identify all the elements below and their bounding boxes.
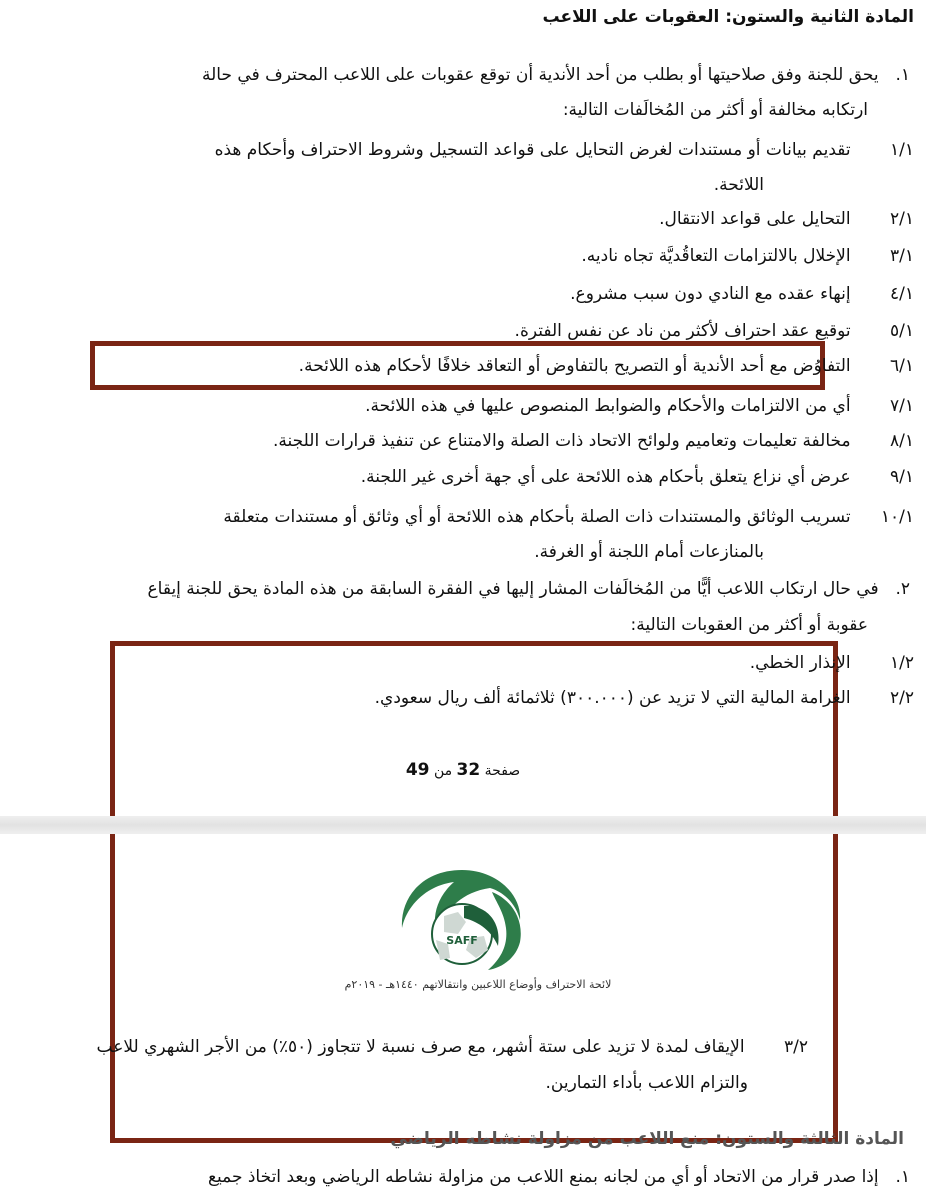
item-6-1	[299, 355, 914, 377]
item-number: ٢/١	[890, 209, 914, 229]
item-4-1	[570, 283, 914, 305]
item-2-1	[659, 208, 914, 230]
item-text: تقديم بيانات أو مستندات لغرض التحايل على قواعد التسجيل وشروط الاحتراف وأحكام هذه	[214, 140, 851, 160]
item-10-1	[223, 506, 914, 528]
article-63-clause-1: ١. إذا صدر قرار من الاتحاد أو أي من لجانه بمنع اللاعب من مزاولة نشاطه الرياضي وبعد اتخاذ جميع	[207, 1167, 910, 1187]
clause-number: ١.	[895, 65, 910, 85]
clause-number: ١.	[895, 1167, 910, 1187]
article-heading: المادة الثانية والستون: العقوبات على اللاعب	[542, 7, 914, 27]
item-number: ١٠/١	[880, 507, 914, 527]
item-1-1-cont: اللائحة.	[713, 175, 764, 195]
item-5-1	[515, 320, 914, 342]
item-number: ٨/١	[890, 431, 914, 451]
penalty-1-2	[750, 652, 914, 674]
item-9-1	[361, 466, 914, 488]
item-number: ٢/٢	[890, 688, 914, 708]
penalty-3-2	[97, 1036, 808, 1058]
item-number: ١/١	[890, 140, 914, 160]
item-text: إنهاء عقده مع النادي دون سبب مشروع.	[570, 284, 851, 304]
penalty-3-2-cont: والتزام اللاعب بأداء التمارين.	[545, 1073, 748, 1093]
item-text: مخالفة تعليمات وتعاميم ولوائح الاتحاد ذات الصلة والامتناع عن تنفيذ قرارات اللجنة.	[273, 431, 851, 451]
item-text: أي من الالتزامات والأحكام والضوابط المنصوص عليها في هذه اللائحة.	[365, 396, 851, 416]
item-text: التحايل على قواعد الانتقال.	[659, 209, 851, 229]
saff-logo	[392, 862, 532, 974]
page-break	[0, 816, 926, 834]
clause-1-line-1: ١. يحق للجنة وفق صلاحيتها أو بطلب من أحد الأندية أن توقع عقوبات على اللاعب المحترف في حالة	[202, 65, 910, 85]
item-3-1	[581, 245, 914, 267]
item-text: الغرامة المالية التي لا تزيد عن (٣٠٠.٠٠٠) ثلاثمائة ألف ريال سعودي.	[374, 688, 851, 708]
clause-2-line-2: عقوبة أو أكثر من العقوبات التالية:	[630, 615, 868, 635]
item-text: توقيع عقد احتراف لأكثر من ناد عن نفس الفترة.	[514, 321, 851, 341]
item-text: الإنذار الخطي.	[749, 653, 851, 673]
article-63-heading: المادة الثالثة والستون: منع اللاعب من مزاولة نشاطه الرياضي	[390, 1129, 904, 1149]
clause-1-line-2: ارتكابه مخالفة أو أكثر من المُخالَفات التالية:	[562, 100, 868, 120]
item-number: ٤/١	[890, 284, 914, 304]
item-number: ٥/١	[890, 321, 914, 341]
item-text: الإخلال بالالتزامات التعاقُديَّة تجاه ناديه.	[581, 246, 851, 266]
item-number: ٣/٢	[784, 1037, 808, 1057]
saff-logo-text: SAFF	[446, 934, 478, 947]
item-number: ٩/١	[890, 467, 914, 487]
item-text: التفاوُض مع أحد الأندية أو التصريح بالتفاوض أو التعاقد خلافًا لأحكام هذه اللائحة.	[298, 356, 851, 376]
item-number: ٧/١	[890, 396, 914, 416]
item-number: ٣/١	[890, 246, 914, 266]
item-1-1	[215, 139, 914, 161]
item-text: عرض أي نزاع يتعلق بأحكام هذه اللائحة على أي جهة أخرى غير اللجنة.	[360, 467, 851, 487]
item-number: ٦/١	[890, 356, 914, 376]
clause-2-line-1: ٢. في حال ارتكاب اللاعب أيًّا من المُخالَفات المشار إليها في الفقرة السابقة من هذه المادة يحق للجنة إيقاع	[147, 579, 910, 599]
item-number: ١/٢	[890, 653, 914, 673]
item-text: تسريب الوثائق والمستندات ذات الصلة بأحكام هذه اللائحة أو أي وثائق أو مستندات متعلقة	[223, 507, 851, 527]
penalty-2-2	[375, 687, 914, 709]
page-number: صفحة 32 من 49	[405, 760, 521, 780]
clause-number: ٢.	[895, 579, 910, 599]
item-7-1	[365, 395, 914, 417]
item-10-1-cont: بالمنازعات أمام اللجنة أو الغرفة.	[534, 542, 764, 562]
item-8-1	[273, 430, 914, 452]
document-caption: لائحة الاحتراف وأوضاع اللاعبين وانتقالاتهم ١٤٤٠هـ - ٢٠١٩م	[344, 978, 612, 991]
item-text: الإيقاف لمدة لا تزيد على ستة أشهر، مع صرف نسبة لا تتجاوز (٥٠٪) من الأجر الشهري للاعب	[96, 1037, 745, 1057]
